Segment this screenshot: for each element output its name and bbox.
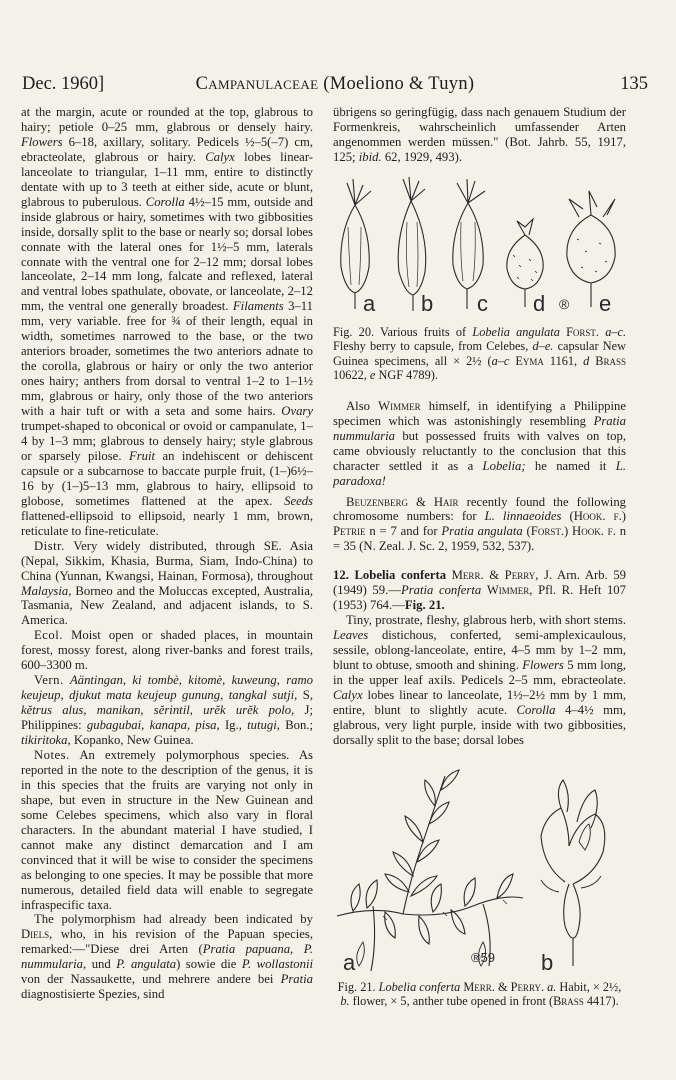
text-run: übrigens so geringfügig, dass nach genauem Studium der Formenkreis, wahrscheinlich umfassender Arten angenommen werden müssen." (Bot. Jahrb. 55, 1917, 125; bbox=[333, 105, 626, 164]
text-run: 62, 1929, 493). bbox=[384, 149, 463, 164]
text-run: Beuzenberg & Hair bbox=[346, 494, 459, 509]
text-run: Wimmer bbox=[378, 398, 421, 413]
text-run: 4417). bbox=[586, 994, 619, 1009]
text-run: Pfl. R. Heft 107 (1953) 764.— bbox=[333, 583, 626, 613]
text-run: Calyx bbox=[205, 149, 235, 164]
text-run: capsular New Guinea specimens, all × 2½ ( bbox=[333, 339, 627, 368]
text-run: 5 mm long, in the upper leaf axils. Pedicels 2–5 mm, ebracteolate. bbox=[333, 658, 627, 688]
text-run: Ecol. bbox=[34, 628, 63, 643]
text-run: ) sowie die bbox=[176, 957, 237, 972]
text-run: 4½–15 mm, outside and inside glabrous or hairy, sometimes with two gibbosities inside, dorsally split to the base or nearly so; dorsal lobes connate with the lateral ones for 1½–5 mm, laterals connate with the ventral one for 2–12 mm; dorsal lobes lanceolate, 2–14 mm long, falcate and reflexed, lateral and ventral lobes spathulate, obovate, or lanceolate, 2–12 mm, the ventral one generally broadest. bbox=[21, 194, 313, 314]
page-number: 135 bbox=[620, 74, 648, 94]
text-run: flattened-ellipsoid to ellipsoid, nearly 1 mm, brown, reticulate to fine-reticulate. bbox=[21, 508, 313, 538]
illustrator-mark: ®59 bbox=[471, 949, 496, 965]
text-run: ) bbox=[621, 509, 626, 524]
text-run: 1161, bbox=[549, 353, 578, 368]
text-run: tutugi, bbox=[247, 718, 280, 733]
text-run: Very widely distributed, through SE. Asia (Nepal, Sikkim, Khasia, Burma, Siam, Indo-China) to China (Yunnan, Kwangsi, Hainan, Formosa), throughout bbox=[21, 538, 313, 583]
text-run: NGF 4789). bbox=[378, 368, 438, 383]
text-run: Pratia papuana, P. nummularia, bbox=[21, 942, 313, 972]
text-run: an indehiscent or dehiscent capsule or a subcarnose to baccate purple fruit, (1–)6½–16 by (1–)5–13 mm, glabrous to hairy, ellipsoid to globose, sometimes flattened at the apex. bbox=[21, 448, 314, 508]
text-run: n = 7 and for bbox=[369, 524, 438, 539]
text-run: distichous, conferted, semi-amplexicaulous, sessile, oblong-lanceolate, entire, 4–5 mm by 1–2 mm, blunt to obtuse, smooth and shining. bbox=[333, 628, 627, 673]
text-run: at the margin, acute or rounded at the top, glabrous to hairy; petiole 0–25 mm, glabrous or densely hairy. bbox=[21, 105, 313, 134]
fig20-label-e: e bbox=[599, 290, 612, 315]
text-run: Lobelia conferta bbox=[354, 568, 447, 583]
text-run: An extremely polymorphous species. As reported in the note to the description of the genus, it is in this species that the fruits are varying not only in shape, but even in structure in the New Guinean and some Celebes specimens, which also vary in floral characters. In the abundant material I have studied, I cannot make any distinct demarcation and I am convinced that it will be wise to consider the specimens as belonging to one species. It may be possible that more numerous, detailed field data will enable to segregate infraspecific taxa. bbox=[21, 747, 313, 912]
description-paragraph bbox=[21, 105, 313, 539]
text-run: The polymorphism had already been indicated by bbox=[34, 912, 313, 927]
text-run: Aäntingan, ki tombè, kitomè, kuweung, ramo keujeup, djukut mata keujeup gunung, tangkal sutji, bbox=[21, 673, 314, 703]
text-run: Malaysia, bbox=[21, 583, 72, 598]
text-run: Fig. 21. bbox=[404, 598, 445, 613]
text-run: Merr. & Perry. bbox=[463, 979, 545, 994]
figure-21-illustration bbox=[333, 766, 626, 974]
text-run: J. Arn. Arb. 59 (1949) 59.— bbox=[333, 568, 627, 598]
text-run: und bbox=[91, 957, 111, 972]
text-run: Pratia nummularia bbox=[333, 413, 626, 443]
text-run: L. linnaeoides bbox=[484, 509, 562, 524]
text-run: Distr. bbox=[34, 538, 65, 553]
text-run: Kopanko, New Guinea. bbox=[73, 733, 194, 748]
text-run: Hook. f. bbox=[573, 509, 622, 524]
fig20-label-a: a bbox=[363, 290, 376, 315]
text-run: Flowers bbox=[522, 658, 564, 673]
text-run: Fig. 21. bbox=[337, 979, 376, 994]
text-run: Wimmer, bbox=[486, 583, 533, 598]
text-run: Flowers bbox=[21, 134, 63, 149]
text-run: a. bbox=[547, 979, 557, 994]
quote-continuation bbox=[333, 105, 626, 165]
text-run: Pratia conferta bbox=[400, 583, 482, 598]
text-run: but possessed fruits with valves on top, came obviously reluctantly to the conclusion that this character settled it as a bbox=[333, 428, 626, 473]
text-run: Pratia bbox=[280, 972, 313, 987]
text-run: 4–4½ mm, glabrous, very light purple, inside with two gibbosities, dorsally split to the base; dorsal lobes bbox=[333, 702, 626, 747]
text-run: P. wollastonii bbox=[241, 957, 314, 972]
text-run: von der Nassaukette, und mehrere andere bei bbox=[21, 972, 274, 987]
text-run: Hook. f. bbox=[572, 524, 616, 539]
text-run: 6–18, axillary, solitary. Pedicels ½–5(–7) cm, ebracteolate, glabrous or hairy. bbox=[21, 134, 314, 164]
text-run: who, in his revision of the Papuan species, remarked:—"Diese drei Arten ( bbox=[21, 927, 313, 957]
wimmer-paragraph bbox=[333, 399, 626, 489]
text-run: a–c bbox=[491, 353, 510, 368]
left-column bbox=[21, 105, 313, 1002]
fig20-label-d: d bbox=[533, 290, 546, 315]
figure-21-caption bbox=[333, 980, 626, 1009]
text-run: Also bbox=[346, 398, 370, 413]
text-run: ( bbox=[526, 524, 531, 539]
text-run: Leaves bbox=[333, 628, 369, 643]
text-run: himself, in identifying a Philippine specimen which was astonishingly resembling bbox=[333, 398, 627, 428]
habit-and-flower-drawing bbox=[333, 766, 626, 974]
fruits-drawing bbox=[333, 177, 626, 315]
text-run: n = 35 (N. Zeal. J. Sc. 2, 1959, 532, 537). bbox=[333, 524, 627, 554]
text-run: S, bbox=[302, 688, 313, 703]
text-run: P. angulata bbox=[116, 957, 177, 972]
text-run: L. paradoxa! bbox=[333, 458, 626, 488]
text-run: Pratia angulata bbox=[441, 524, 523, 539]
text-run: Ovary bbox=[281, 404, 314, 419]
text-run: Notes. bbox=[34, 747, 70, 762]
text-run: Seeds bbox=[284, 493, 313, 508]
fig21-label-b: b bbox=[541, 949, 554, 974]
chromosome-paragraph bbox=[333, 495, 626, 555]
text-run: recently found the following chromosome numbers: for bbox=[333, 494, 627, 524]
family-name: Campanulaceae bbox=[195, 74, 319, 94]
text-run: 12. bbox=[333, 568, 349, 583]
text-run: Lobelia conferta bbox=[378, 979, 461, 994]
issue-date: Dec. 1960] bbox=[22, 74, 105, 94]
text-run: ibid. bbox=[358, 149, 382, 164]
text-run: 3–11 mm, very variable. free for ¾ of their length, equal in width, sometimes narrowed to the base, or the two anteriors broader, sometimes the two anteriors adnate to the corolla, glabrous or hairy or only the two anterior ones hairy; anthers from dorsal to ventral 1–2 to 1–1½ mm, glabrous or hairy, only those of the two anteriors with a hair tuft or with a seta and some hairs. bbox=[21, 299, 314, 419]
text-run: Ig., bbox=[224, 718, 242, 733]
text-run: Moist open or shaded places, in mountain forest, mossy forest, along river-banks and forest trails, 600–3300 m. bbox=[21, 628, 313, 673]
text-run: b. bbox=[340, 994, 350, 1009]
text-run: lobes linear to lanceolate, 1½–2½ mm by 1 mm, entire, blunt to slightly acute. bbox=[333, 687, 626, 717]
text-run: kĕtrus alus, manikan, sĕrintil, urĕk urĕk polo, bbox=[21, 703, 295, 718]
text-run: Fig. 20. Various fruits of bbox=[333, 324, 467, 339]
text-run: d–e. bbox=[532, 339, 554, 354]
text-run: a–c. bbox=[605, 324, 627, 339]
ecology-paragraph bbox=[21, 628, 313, 673]
figure-20-caption bbox=[333, 325, 626, 383]
distribution-paragraph bbox=[21, 539, 313, 629]
species-12-heading bbox=[333, 568, 626, 613]
polymorphism-paragraph bbox=[21, 912, 313, 1002]
text-run: Forst. bbox=[566, 324, 599, 339]
running-title bbox=[22, 71, 648, 97]
text-run: trumpet-shaped to obconical or ovoid or campanulate, 1–4 by 1–3 mm; glabrous to densely hairy; style glabrous or sparsely pilose. bbox=[21, 419, 313, 463]
text-run: Fruit bbox=[128, 448, 156, 463]
text-run: Forst. bbox=[530, 524, 564, 539]
text-run: Diels, bbox=[21, 927, 53, 942]
text-run: e bbox=[369, 368, 376, 383]
text-run: ) bbox=[564, 524, 569, 539]
text-run: Eyma bbox=[515, 353, 544, 368]
text-run: flower, × 5, anther tube opened in front ( bbox=[352, 994, 554, 1009]
text-run: Merr. & Perry, bbox=[451, 568, 539, 583]
text-run: Vern. bbox=[34, 673, 64, 688]
text-run: Brass bbox=[553, 994, 584, 1009]
vernacular-paragraph bbox=[21, 673, 313, 748]
text-run: Lobelia; bbox=[482, 458, 526, 473]
text-run: Calyx bbox=[333, 687, 363, 702]
fig20-label-b: b bbox=[421, 290, 434, 315]
text-run: Habit, × 2½, bbox=[559, 979, 622, 994]
text-run: he named it bbox=[534, 458, 607, 473]
running-header bbox=[22, 71, 648, 97]
text-run: Petrie bbox=[333, 524, 366, 539]
fig20-label-c: c bbox=[477, 290, 488, 315]
figure-20-illustration bbox=[333, 177, 626, 315]
text-run: ( bbox=[569, 509, 574, 524]
text-run: Fleshy berry to capsule, from Celebes, bbox=[333, 339, 529, 354]
text-run: Corolla bbox=[516, 702, 556, 717]
text-run: gubagubai, kanapa, pisa, bbox=[86, 718, 220, 733]
author-names: (Moeliono & Tuyn) bbox=[323, 74, 475, 94]
notes-paragraph bbox=[21, 748, 313, 912]
text-run: Tiny, prostrate, fleshy, glabrous herb, with short stems. bbox=[346, 613, 626, 628]
text-run: Filaments bbox=[232, 299, 284, 314]
right-column bbox=[333, 105, 626, 1009]
text-run: Borneo and the Moluccas excepted, Australia, Tasmania, New Zealand, and adjacent islands, to S. America. bbox=[21, 583, 313, 628]
text-run: 10622, bbox=[333, 368, 367, 383]
species-12-description bbox=[333, 613, 626, 748]
text-run: lobes linear-lanceolate to triangular, 1–11 mm, entire to distinctly dentate with up to 3 teeth at either side, acute or blunt, glabrous to puberulous. bbox=[21, 149, 314, 209]
text-run: Bon.; bbox=[285, 718, 314, 733]
text-run: Lobelia angulata bbox=[472, 324, 560, 339]
text-run: tikiritoka, bbox=[21, 733, 71, 748]
text-run: J; Philippines: bbox=[21, 703, 313, 733]
text-run: d bbox=[583, 353, 590, 368]
text-run: Brass bbox=[595, 353, 626, 368]
text-run: Corolla bbox=[145, 194, 185, 209]
illustrator-mark: ® bbox=[559, 295, 570, 312]
fig21-label-a: a bbox=[343, 949, 356, 974]
text-run: diagnostisierte Spezies, sind bbox=[21, 987, 165, 1002]
